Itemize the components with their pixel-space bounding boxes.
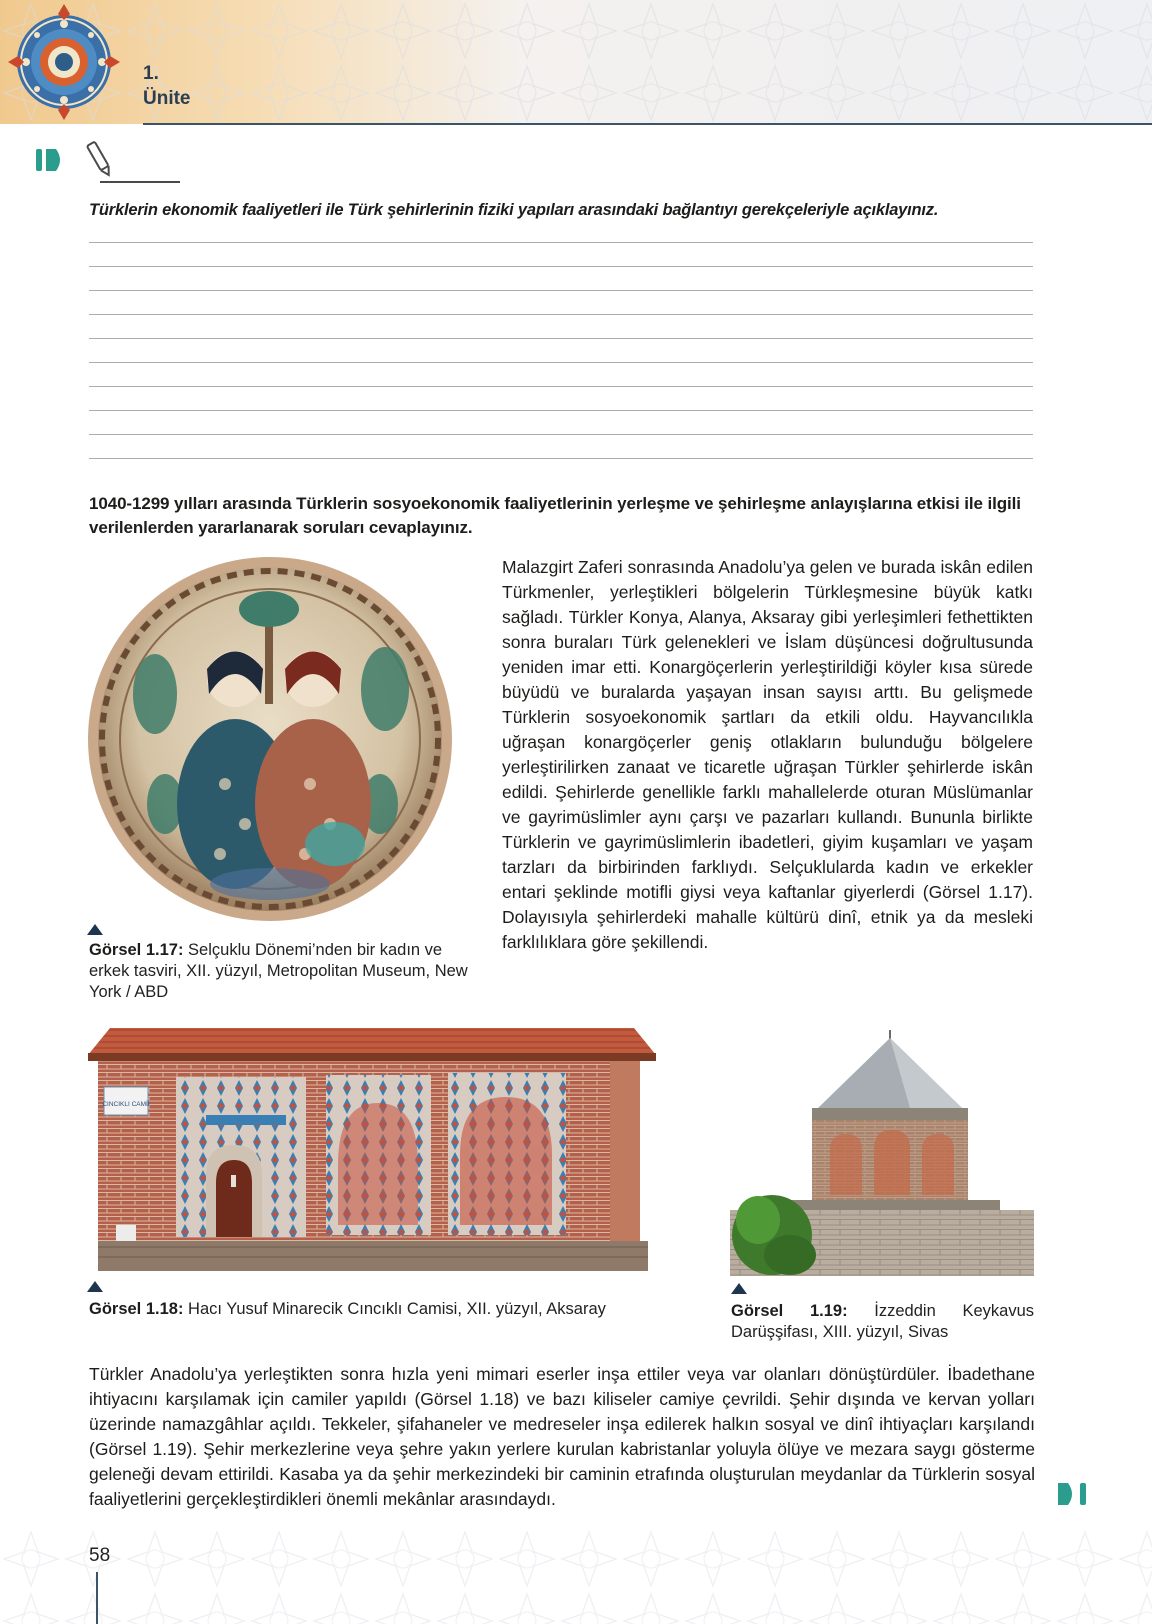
play-start-icon (34, 146, 66, 174)
answer-line[interactable] (89, 266, 1033, 267)
darussifa-image (730, 1030, 1034, 1276)
answer-line[interactable] (89, 290, 1033, 291)
activity-question: Türklerin ekonomik faaliyetleri ile Türk şehirlerinin fiziki yapıları arasındaki bağlantıyı gerekçeleriyle açıklayınız. (89, 201, 939, 219)
caption-fig-1-19 (731, 1301, 1034, 1343)
medallion-ornament (8, 2, 120, 120)
page-number: 58 (89, 1545, 111, 1566)
page-number-rule (96, 1572, 98, 1624)
caption-marker-icon (731, 1283, 747, 1294)
answer-line[interactable] (89, 386, 1033, 387)
answer-line[interactable] (89, 434, 1033, 435)
answer-line[interactable] (89, 338, 1033, 339)
answer-line[interactable] (89, 410, 1033, 411)
header-band (0, 0, 1152, 124)
caption-label: Görsel 1.19: (731, 1302, 848, 1320)
caption-text: Hacı Yusuf Minarecik Cıncıklı Camisi, XII. yüzyıl, Aksaray (183, 1300, 606, 1318)
mosque-sign-text: CINCIKLI CAMİİ (102, 1101, 150, 1108)
task-instruction: 1040-1299 yılları arasında Türklerin sosyoekonomik faaliyetlerinin yerleşme ve şehirleşme anlayışlarına etkisi ile ilgili verilenlerden yararlanarak soruları cevaplayınız. (89, 494, 1021, 537)
answer-line[interactable] (89, 458, 1033, 459)
caption-fig-1-18 (89, 1299, 689, 1320)
caption-fig-1-17 (89, 940, 474, 1003)
play-end-icon (1056, 1480, 1088, 1508)
pencil-icon (86, 140, 186, 184)
caption-marker-icon (87, 1281, 103, 1292)
answer-line[interactable] (89, 314, 1033, 315)
caption-label: Görsel 1.17: (89, 941, 184, 959)
cinicikli-mosque-image (86, 1025, 658, 1278)
caption-marker-icon (87, 924, 103, 935)
body-paragraph-2: Türkler Anadolu’ya yerleştikten sonra hızla yeni mimari eserler inşa ettiler veya var olanları dönüştürdüler. İbadethane ihtiyacını karşılamak için camiler yapıldı (Görsel 1.18) ve bazı kiliseler camiye çevrildi. Şehir dışında ve kervan yolları üzerinde namazgâhlar açıldı. Tekkeler, şifahaneler ve medreseler inşa edilerek halkın sosyal ve dinî ihtiyaçları karşılandı (Görsel 1.19). Şehir merkezlerine veya şehre yakın yerlere kurulan kabristanlar yoluyla ölüye ve mezara saygı gösterme geleneği devam ettirildi. Kasaba ya da şehir merkezindeki bir caminin etrafında oluşturulan meydanlar da Türklerin sosyal faaliyetlerini gerçekleştirdikleri önemli mekânlar arasındaydı. (89, 1364, 1035, 1509)
answer-line[interactable] (89, 362, 1033, 363)
caption-label: Görsel 1.18: (89, 1300, 184, 1318)
caption-text: Selçuklu Dönemi’nden bir kadın ve erkek tasviri, XII. yüzyıl, Metropolitan Museum, New York / ABD (89, 941, 468, 1001)
body-paragraph-1: Malazgirt Zaferi sonrasında Anadolu’ya gelen ve burada iskân edilen Türkmenler, yerleştikleri bölgelerin Türkleşmesine büyük katkı sağladı. Türkler Konya, Alanya, Aksaray gibi yerleşimleri fethettikten sonra buraları Türk gelenekleri ve İslam düşüncesi doğrultusunda yeniden imar etti. Konargöçerlerin yerleştirildiği köyler kısa sürede büyüdü ve buralarda yaşayan insan sayısı arttı. Bu gelişmede Türklerin sosyoekonomik şartları da etkili oldu. Hayvancılıkla uğraşan konargöçerler geniş otlakların bulunduğu bölgelere yerleştirilirken zanaat ve ticaretle uğraşan Türkler şehirlerde iskân edildi. Şehirlerde genellikle farklı mahallelerde oturan Müslümanlar ve gayrimüslimler aynı çarşı ve pazarları kullandı. Bununla birlikte Türklerin ve gayrimüslimlerin ibadetleri, giyim kuşamları ve yaşam tarzları da birbirinden farklıydı. Selçuklularda kadın ve erkekler entari şeklinde motifli giysi veya kaftanlar giyerlerdi (Görsel 1.17). Dolayısıyla şehirlerdeki mahalle kültürü dinî, etnik ya da mesleki farklılıklara göre şekillendi. (502, 557, 1033, 952)
unit-number: 1. (143, 63, 159, 84)
unit-label: Ünite (143, 88, 191, 109)
footer-pattern (0, 1528, 1152, 1624)
seljuk-bowl-image (85, 554, 455, 924)
caption-text: İzzeddin Keykavus Darüşşifası, XIII. yüzyıl, Sivas (731, 1302, 1034, 1341)
answer-line[interactable] (89, 242, 1033, 243)
header-divider (143, 123, 1152, 125)
